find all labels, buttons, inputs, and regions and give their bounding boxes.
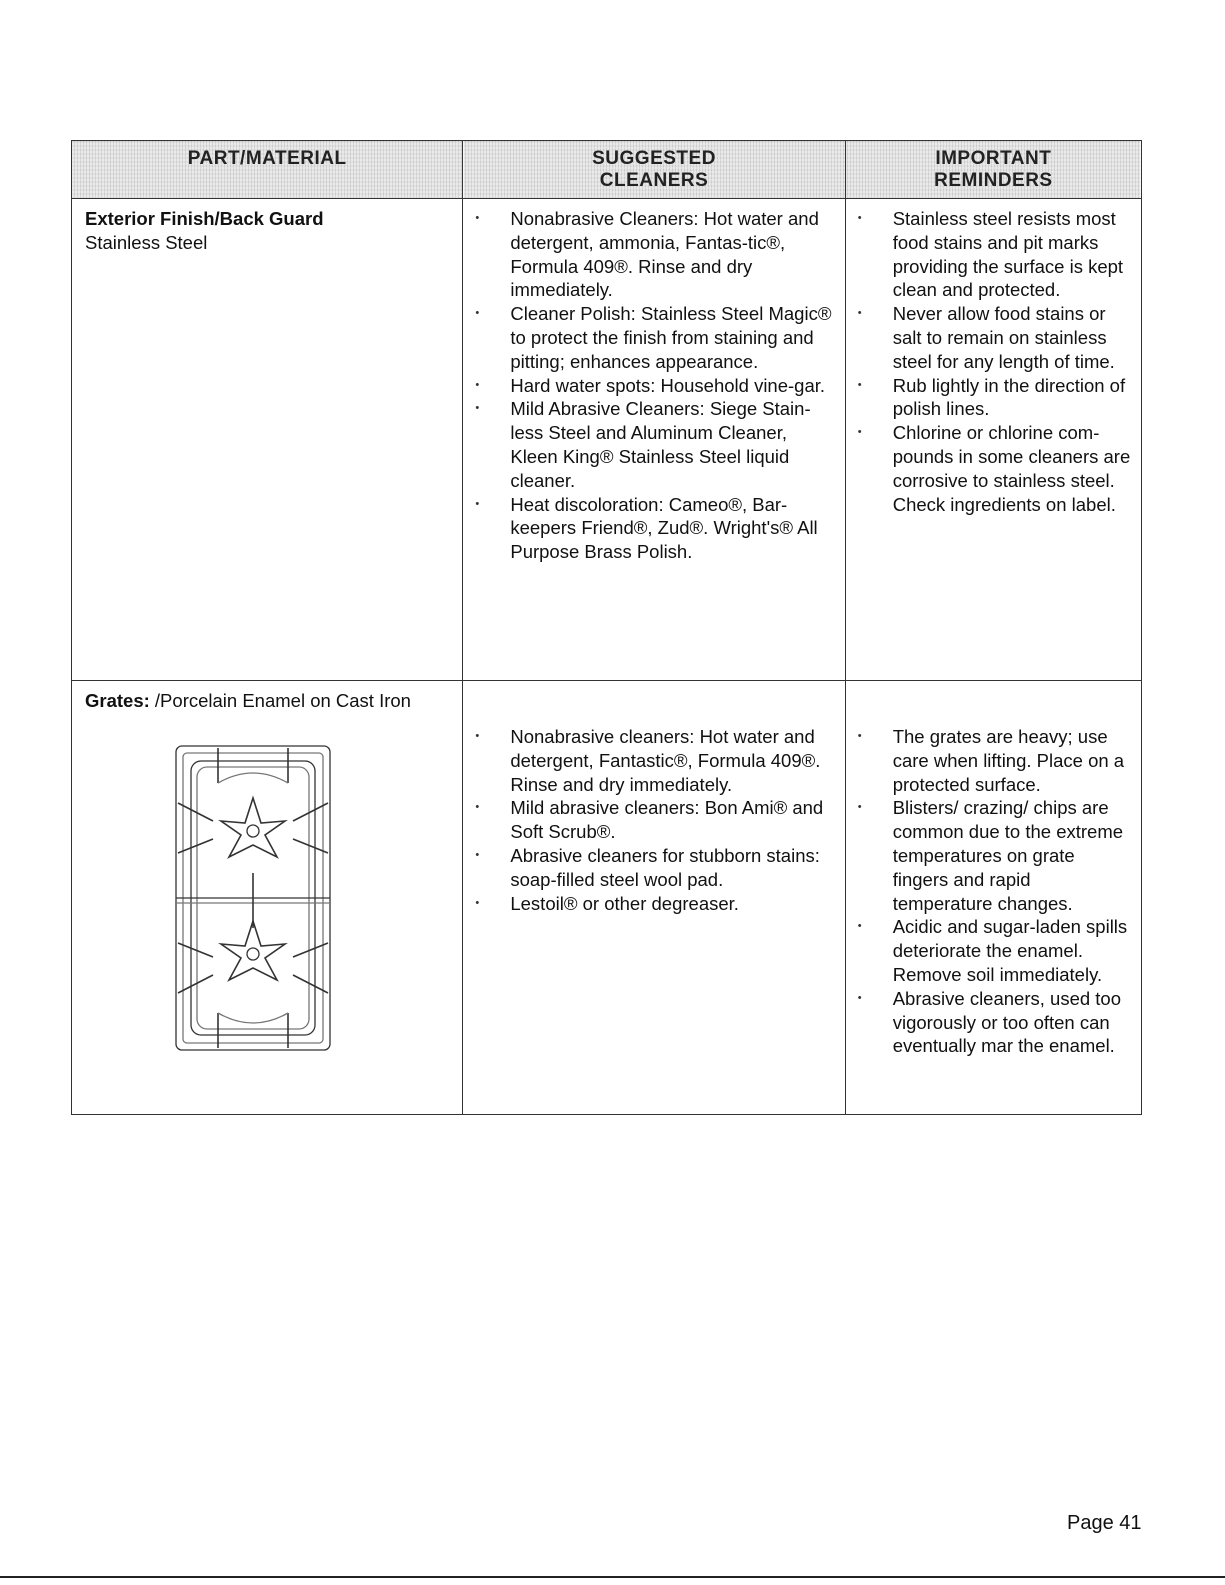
- list-item: • Nonabrasive cleaners: Hot water and detergent, Fantastic®, Formula 409®. Rinse and dry immediately.: [463, 725, 836, 796]
- part-name: Grates:: [85, 690, 150, 711]
- header-important-reminders: IMPORTANT REMINDERS: [845, 141, 1141, 199]
- list-item: • Acidic and sugar-laden spills deteriorate the enamel. Remove soil immediately.: [846, 915, 1133, 986]
- footer-rule: [0, 1576, 1225, 1578]
- table-row: [72, 199, 1142, 681]
- list-item: • Mild Abrasive Cleaners: Siege Stain-less Steel and Aluminum Cleaner, Kleen King® Stainless Steel liquid cleaner.: [463, 397, 836, 492]
- list-item: • Rub lightly in the direction of polish lines.: [846, 374, 1133, 422]
- table-row: [72, 681, 1142, 1115]
- cleaning-table: [71, 140, 1142, 1115]
- table-header-row: [72, 141, 1142, 199]
- cleaners-cell: [463, 199, 845, 681]
- list-item: • Abrasive cleaners, used too vigorously or too often can eventually mar the enamel.: [846, 987, 1133, 1058]
- grate-illustration: [173, 743, 333, 1053]
- list-item: • Blisters/ crazing/ chips are common due to the extreme temperatures on grate fingers and rapid temperature changes.: [846, 796, 1133, 915]
- header-part-material: PART/MATERIAL: [72, 141, 463, 199]
- part-material: /Porcelain Enamel on Cast Iron: [154, 690, 411, 711]
- part-cell: [72, 199, 463, 681]
- header-suggested-cleaners: SUGGESTED CLEANERS: [463, 141, 845, 199]
- part-name: Exterior Finish/Back Guard: [85, 208, 324, 229]
- list-item: • Never allow food stains or salt to remain on stainless steel for any length of time.: [846, 302, 1133, 373]
- list-item: • Lestoil® or other degreaser.: [463, 892, 836, 916]
- list-item: • Abrasive cleaners for stubborn stains: soap-filled steel wool pad.: [463, 844, 836, 892]
- list-item: • The grates are heavy; use care when lifting. Place on a protected surface.: [846, 725, 1133, 796]
- page-number: Page 41: [1067, 1512, 1142, 1534]
- list-item: • Hard water spots: Household vine-gar.: [463, 374, 836, 398]
- part-material: Stainless Steel: [85, 231, 208, 253]
- reminders-cell: [845, 681, 1141, 1115]
- cleaners-cell: [463, 681, 845, 1115]
- list-item: • Stainless steel resists most food stains and pit marks providing the surface is kept clean and protected.: [846, 207, 1133, 302]
- list-item: • Chlorine or chlorine com-pounds in some cleaners are corrosive to stainless steel. Check ingredients on label.: [846, 421, 1133, 516]
- list-item: • Mild abrasive cleaners: Bon Ami® and Soft Scrub®.: [463, 796, 836, 844]
- list-item: • Cleaner Polish: Stainless Steel Magic® to protect the finish from staining and pitting; enhances appearance.: [463, 302, 836, 373]
- part-cell: [72, 681, 463, 1115]
- list-item: • Heat discoloration: Cameo®, Bar-keepers Friend®, Zud®. Wright's® All Purpose Brass Polish.: [463, 493, 836, 564]
- list-item: • Nonabrasive Cleaners: Hot water and detergent, ammonia, Fantas-tic®, Formula 409®. Rinse and dry immediately.: [463, 207, 836, 302]
- reminders-cell: [845, 199, 1141, 681]
